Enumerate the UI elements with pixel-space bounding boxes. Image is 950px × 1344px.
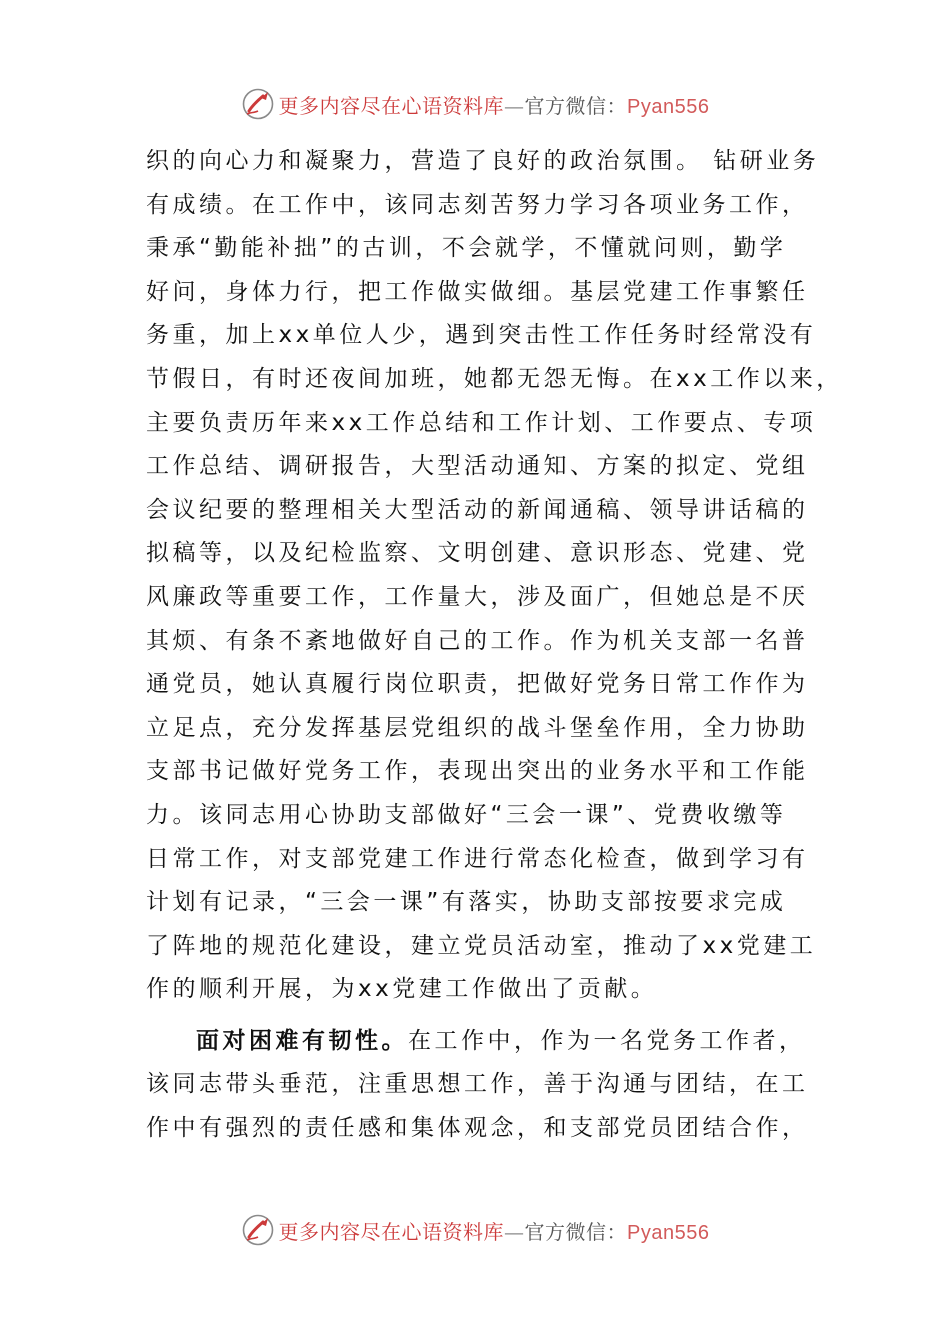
text-line: 作的顺利开展，为xx党建工作做出了贡献。 xyxy=(146,976,658,1003)
text-line: 立足点，充分发挥基层党组织的战斗堡垒作用，全力协助 xyxy=(146,714,809,741)
text-line xyxy=(146,1020,810,1064)
watermark-text xyxy=(279,1216,710,1245)
text-line: 风廉政等重要工作，工作量大，涉及面广，但她总是不厌 xyxy=(146,583,809,610)
document-body xyxy=(146,140,843,1151)
text-line: 了阵地的规范化建设，建立党员活动室，推动了xx党建工 xyxy=(146,932,817,959)
text-line: 节假日，有时还夜间加班，她都无怨无悔。在xx工作以来， xyxy=(146,365,843,392)
pen-circle-logo-icon xyxy=(241,1213,275,1247)
watermark-text xyxy=(279,90,710,119)
pen-circle-logo-icon xyxy=(241,87,275,121)
text-line: 作中有强烈的责任感和集体观念，和支部党员团结合作， xyxy=(146,1115,809,1142)
header-watermark xyxy=(0,84,950,124)
watermark-label: 官方微信： xyxy=(524,1219,628,1244)
text-line: 好问，身体力行，把工作做实做细。基层党建工作事繁任 xyxy=(146,278,809,305)
text-line: 支部书记做好党务工作，表现出突出的业务水平和工作能 xyxy=(146,758,809,785)
text-line: 通党员，她认真履行岗位职责，把做好党务日常工作作为 xyxy=(146,671,809,698)
text-line: 秉承“勤能补拙”的古训，不会就学，不懂就问则，勤学 xyxy=(146,235,787,262)
text-run: 在工作中，作为一名党务工作者， xyxy=(408,1027,806,1054)
watermark-main-text: 更多内容尽在心语资料库 xyxy=(278,1219,505,1244)
text-line: 计划有记录，“三会一课”有落实，协助支部按要求完成 xyxy=(146,889,787,916)
text-line: 主要负责历年来xx工作总结和工作计划、工作要点、专项 xyxy=(146,409,817,436)
paragraph-heading: 面对困难有韧性。 xyxy=(196,1027,408,1054)
text-line: 拟稿等，以及纪检监察、文明创建、意识形态、党建、党 xyxy=(146,540,809,567)
text-line: 织的向心力和凝聚力，营造了良好的政治氛围。 钻研业务 xyxy=(146,148,820,174)
paragraph-1 xyxy=(146,140,843,1012)
watermark-separator: — xyxy=(504,1219,525,1244)
watermark-handle: Pyan556 xyxy=(627,95,710,118)
text-line: 力。该同志用心协助支部做好“三会一课”、党费收缴等 xyxy=(146,801,787,828)
watermark-separator: — xyxy=(504,93,525,118)
text-line: 有成绩。在工作中，该同志刻苦努力学习各项业务工作， xyxy=(146,191,809,218)
watermark-label: 官方微信： xyxy=(524,93,628,118)
text-line: 工作总结、调研报告，大型活动通知、方案的拟定、党组 xyxy=(146,453,809,480)
watermark-main-text: 更多内容尽在心语资料库 xyxy=(278,93,505,118)
footer-watermark xyxy=(0,1210,950,1250)
paragraph-2 xyxy=(146,1020,810,1151)
paragraph-gap xyxy=(146,1012,810,1020)
text-line: 该同志带头垂范，注重思想工作，善于沟通与团结，在工 xyxy=(146,1071,809,1098)
text-line: 会议纪要的整理相关大型活动的新闻通稿、领导讲话稿的 xyxy=(146,496,809,523)
text-line: 日常工作，对支部党建工作进行常态化检查，做到学习有 xyxy=(146,845,809,872)
text-line: 务重，加上xx单位人少，遇到突击性工作任务时经常没有 xyxy=(146,322,817,349)
watermark-handle: Pyan556 xyxy=(627,1221,710,1244)
text-line: 其烦、有条不紊地做好自己的工作。作为机关支部一名普 xyxy=(146,627,809,654)
